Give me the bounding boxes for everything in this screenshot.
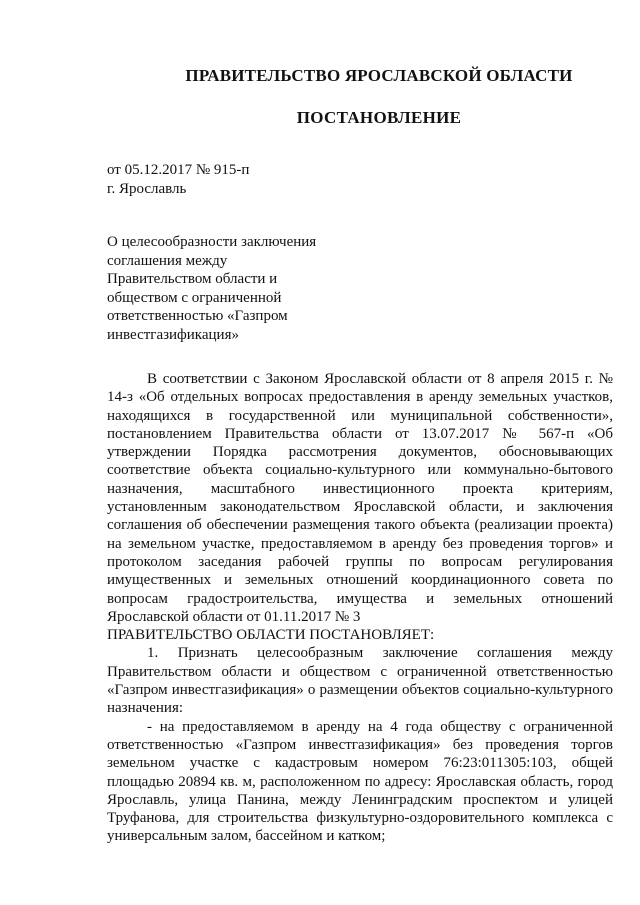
document-subject [107,233,347,344]
item-1-subitem-paragraph: - на предоставляемом в аренду на 4 года обществу с ограниченной ответственностью «Газпром инвестгазификация» без проведения торгов земельном участке с кадастровым номером 76:23:011305:103, общей площадью 20894 кв. м, расположенном по адресу: Ярославская область, город Ярославль, улица Панина, между Ленинградским проспектом и улицей Труфанова, для строительства физкультурно-оздоровительного комплекса с универсальным залом, бассейном и катком; [107,718,613,845]
subject-line: О целесообразности заключения [107,234,317,250]
preamble-paragraph: В соответствии с Законом Ярославской области от 8 апреля 2015 г. № 14-з «Об отдельных вопросах предоставления в аренду земельных участков, находящихся в государственной или муниципальной собственности», постановлением Правительства области от 13.07.2017 № 567-п «Об утверждении Порядка рассмотрения документов, обосновывающих соответствие объекта социально-культурного или коммунально-бытового назначения, масштабного инвестиционного проекта критериям, установленным законодательством Ярославской области, и заключения соглашения об обеспечении размещения такого объекта (реализации проекта) на земельном участке, предоставляемом в аренду без проведения торгов» и протоколом заседания рабочей группы по вопросам регулирования имущественных и земельных отношений координационного совета по вопросам градостроительства, имущества и земельных отношений Ярославской области от 01.11.2017 № 3 [107,371,613,625]
document-body [107,370,613,846]
subject-line: ответственностью «Газпром [107,308,288,324]
government-heading: ПРАВИТЕЛЬСТВО ЯРОСЛАВСКОЙ ОБЛАСТИ [185,66,573,85]
document-type-heading: ПОСТАНОВЛЕНИЕ [296,108,462,127]
city: г. Ярославль [107,181,187,197]
date-and-number: от 05.12.2017 № 915-п [107,162,250,178]
subject-line: соглашения между [107,252,228,269]
subject-line: обществом с ограниченной [107,289,282,306]
document-meta [107,161,249,199]
subject-line: инвестгазификация» [107,326,239,343]
resolution-statement: ПРАВИТЕЛЬСТВО ОБЛАСТИ ПОСТАНОВЛЯЕТ: [107,627,435,644]
subject-line: Правительством области и [107,271,278,287]
item-1-paragraph: 1. Признать целесообразным заключение соглашения между Правительством области и обществом с ограниченной ответственностью «Газпром инвестгазификация» о размещении объектов социально-культурного назначения: [107,645,613,717]
